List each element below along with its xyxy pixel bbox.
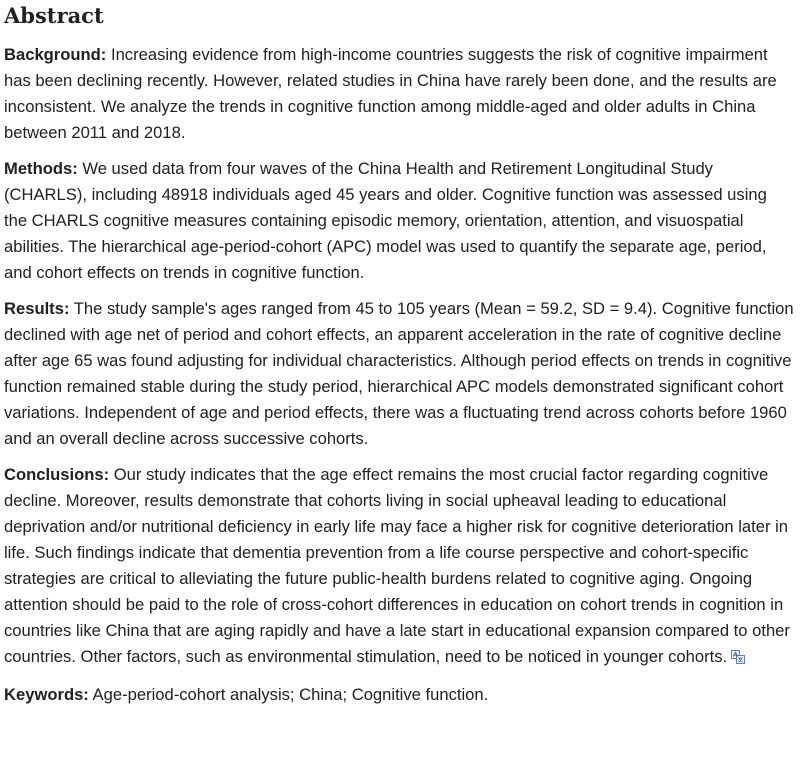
translate-icon[interactable] [731,646,745,660]
abstract-section-background [4,42,794,146]
section-label: Results: [4,299,70,318]
keywords [4,682,794,708]
abstract-heading: Abstract [4,3,104,28]
section-text: We used data from four waves of the China Health and Retirement Longitudinal Study (CHARLS), including 48918 individuals aged 45 years and older. Cognitive function was assessed using the CHARLS cognitive measures containing episodic memory, orientation, attention, and visuospatial abilities. The hierarchical age-period-cohort (APC) model was used to quantify the separate age, period, and cohort effects on trends in cognitive function. [4,159,767,282]
section-label: Methods: [4,159,78,178]
abstract-section-methods [4,156,794,286]
section-text: Our study indicates that the age effect remains the most crucial factor regarding cognitive decline. Moreover, results demonstrate that cohorts living in social upheaval leading to educational deprivation and/or nutritional deficiency in early life may face a higher risk for cognitive deterioration later in life. Such findings indicate that dementia prevention from a life course perspective and cohort-specific strategies are critical to alleviating the future public-health burdens related to cognitive aging. Ongoing attention should be paid to the role of cross-cohort differences in education on cohort trends in cognition in countries like China that are aging rapidly and have a late start in educational expansion compared to other countries. Other factors, such as environmental stimulation, need to be noticed in younger cohorts. [4,465,790,666]
section-label: Conclusions: [4,465,110,484]
keywords-label: Keywords: [4,685,89,704]
keywords-text: Age-period-cohort analysis; China; Cognitive function. [88,685,489,704]
abstract-section-results [4,296,794,452]
section-text: The study sample's ages ranged from 45 to 105 years (Mean = 59.2, SD = 9.4). Cognitive function declined with age net of period and cohort effects, an apparent acceleration in the rate of cognitive decline after age 65 was found adjusting for individual characteristics. Although period effects on trends in cognitive function remained stable during the study period, hierarchical APC models demonstrated significant cohort variations. Independent of age and period effects, there was a fluctuating trend across cohorts before 1960 and an overall decline across successive cohorts. [4,299,794,448]
section-text: Increasing evidence from high-income countries suggests the risk of cognitive impairment has been declining recently. However, related studies in China have rarely been done, and the results are inconsistent. We analyze the trends in cognitive function among middle-aged and older adults in China between 2011 and 2018. [4,45,777,142]
abstract-section-conclusions [4,462,794,670]
section-label: Background: [4,45,107,64]
